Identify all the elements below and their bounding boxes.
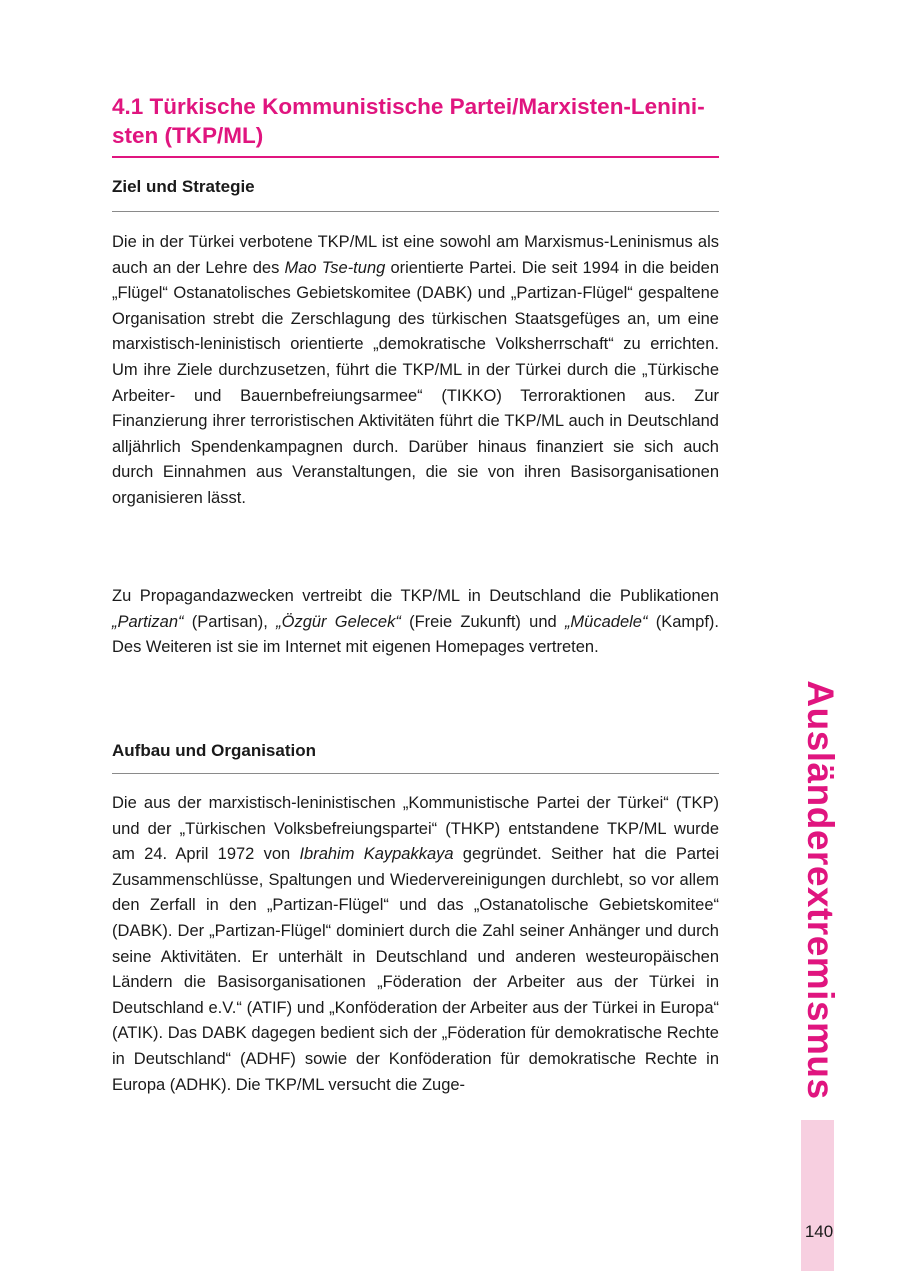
paragraph-ziel-2: Zu Propagandazwecken vertreibt die TKP/ML in Deutschland die Publikationen „Partizan“ (Partisan), „Özgür Gelecek“ (Freie Zukunft) und „Mücadele“ (Kampf). Des Weiteren ist sie im Internet mit eigenen Homepages vertreten. bbox=[112, 587, 719, 657]
section-heading-ziel: Ziel und Strategie bbox=[112, 177, 255, 196]
chapter-tab-marker bbox=[801, 1120, 834, 1271]
title-divider bbox=[112, 156, 719, 158]
section-heading-aufbau: Aufbau und Organisation bbox=[112, 741, 316, 760]
page-title: 4.1 Türkische Kommunistische Partei/Marxisten-Leninisten (TKP/ML) bbox=[112, 94, 705, 148]
chapter-label: Ausländerextremismus bbox=[800, 680, 841, 1100]
section-divider-aufbau bbox=[112, 773, 719, 774]
chapter-side-tab bbox=[790, 680, 850, 1100]
section-divider-ziel bbox=[112, 211, 719, 212]
paragraph-ziel-1: Die in der Türkei verbotene TKP/ML ist eine sowohl am Marxismus-Leninismus als auch an der Lehre des Mao Tse-tung orientierte Partei. Die seit 1994 in die beiden „Flügel“ Ostanatolisches Gebietskomitee (DABK) und „Partizan-Flügel“ gespaltene Organisation strebt die Zerschlagung des türkischen Staatsgefüges an, um eine marxistisch-leninistisch orientierte „demokratische Volksherrschaft“ zu errichten. Um ihre Ziele durchzusetzen, führt die TKP/ML in der Türkei durch die „Türkische Arbeiter- und Bauernbefreiungsarmee“ (TIKKO) Terroraktionen aus. Zur Finanzierung ihrer terroristischen Aktivitäten führt die TKP/ML auch in Deutschland alljährlich Spendenkampagnen durch. Darüber hinaus finanziert sie sich auch durch Einnahmen aus Veranstaltungen, die sie von ihren Basisorganisationen organisieren lässt. bbox=[112, 233, 719, 507]
page-number: 140 bbox=[804, 1222, 834, 1241]
paragraph-aufbau-1: Die aus der marxistisch-leninistischen „Kommunistische Partei der Türkei“ (TKP) und der „Türkischen Volksbefreiungspartei“ (THKP) entstandene TKP/ML wurde am 24. April 1972 von Ibrahim Kaypakkaya gegründet. Seither hat die Partei Zusammenschlüsse, Spaltungen und Wiedervereinigungen durchlebt, so vor allem den Zerfall in den „Partizan-Flügel“ und das „Ostanatolische Gebietskomitee“ (DABK). Der „Partizan-Flügel“ dominiert durch die Zahl seiner Anhänger und durch seine Aktivitäten. Er unterhält in Deutschland und anderen westeuropäischen Ländern die Basisorganisationen „Föderation der Arbeiter aus der Türkei in Deutschland e.V.“ (ATIF) und „Konföderation der Arbeiter aus der Türkei in Europa“ (ATIK). Das DABK dagegen bedient sich der „Föderation für demokratische Rechte in Deutschland“ (ADHF) sowie der Konföderation für demokratische Rechte in Europa (ADHK). Die TKP/ML versucht die Zuge- bbox=[112, 794, 719, 1094]
